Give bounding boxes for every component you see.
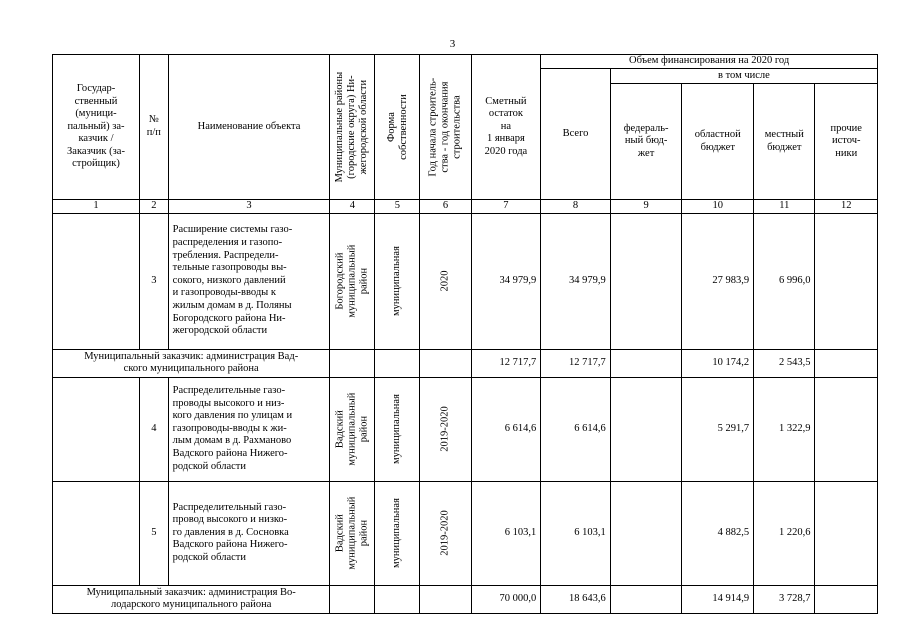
cell-other: [815, 585, 878, 613]
cell-num: 5: [140, 481, 169, 585]
cell-object-name: Распределительные газо- проводы высокого и низ- кого давления по улицам и газопроводы-вводы к жи- лым домам в д. Рахманово Вадского района Нижего- родской области: [168, 377, 330, 481]
summary-row: [53, 585, 878, 613]
cell-num: 4: [140, 377, 169, 481]
col-index: 12: [815, 200, 878, 214]
cell-total: 6 614,6: [541, 377, 611, 481]
cell-ownership: [375, 349, 420, 377]
cell-other: [815, 377, 878, 481]
page-number: 3: [449, 38, 456, 50]
table-row: [53, 213, 878, 349]
cell-local: 2 543,5: [754, 349, 815, 377]
header-customer: Государ- ственный (муници- пальный) за- казчик / Заказчик (за- стройщик): [53, 55, 140, 200]
cell-federal: [610, 349, 682, 377]
cell-other: [815, 481, 878, 585]
header-total: Всего: [541, 69, 611, 200]
cell-years: 2020: [420, 213, 471, 349]
header-years: Год начала строитель- ства - год окончания строительства: [420, 55, 471, 200]
cell-total: 34 979,9: [541, 213, 611, 349]
financing-table: [52, 54, 878, 614]
cell-years: [420, 349, 471, 377]
cell-estimate: 6 103,1: [471, 481, 541, 585]
header-ownership: Форма собственности: [375, 55, 420, 200]
table-row: [53, 377, 878, 481]
column-index-row: [53, 200, 878, 214]
header-federal: федераль- ный бюд- жет: [610, 84, 682, 200]
cell-district: Вадский муниципальный район: [330, 481, 375, 585]
cell-object-name: Распределительный газо- провод высокого и низко- го давления в д. Сосновка Вадского района Нижего- родской области: [168, 481, 330, 585]
cell-federal: [610, 585, 682, 613]
header-local: местный бюджет: [754, 84, 815, 200]
cell-other: [815, 349, 878, 377]
cell-estimate: 6 614,6: [471, 377, 541, 481]
cell-federal: [610, 481, 682, 585]
cell-total: 18 643,6: [541, 585, 611, 613]
cell-regional: 14 914,9: [682, 585, 754, 613]
cell-local: 1 322,9: [754, 377, 815, 481]
col-index: 9: [610, 200, 682, 214]
cell-customer: [53, 213, 140, 349]
table-row: [53, 481, 878, 585]
col-index: 2: [140, 200, 169, 214]
cell-regional: 27 983,9: [682, 213, 754, 349]
cell-federal: [610, 377, 682, 481]
cell-years: 2019-2020: [420, 377, 471, 481]
col-index: 3: [168, 200, 330, 214]
cell-estimate: 12 717,7: [471, 349, 541, 377]
cell-ownership: муниципальная: [375, 377, 420, 481]
cell-regional: 4 882,5: [682, 481, 754, 585]
col-index: 8: [541, 200, 611, 214]
cell-regional: 5 291,7: [682, 377, 754, 481]
col-index: 1: [53, 200, 140, 214]
cell-years: [420, 585, 471, 613]
col-index: 6: [420, 200, 471, 214]
cell-ownership: муниципальная: [375, 213, 420, 349]
cell-ownership: [375, 585, 420, 613]
col-index: 11: [754, 200, 815, 214]
cell-other: [815, 213, 878, 349]
col-index: 7: [471, 200, 541, 214]
cell-district: Богородский муниципальный район: [330, 213, 375, 349]
cell-object-name: Расширение системы газо- распределения и газопо- требления. Распредели- тельные газопроводы вы- сокого, низкого давлений и газопроводы-вводы к жилым домам в д. Поляны Богородского района Ни- жегородской области: [168, 213, 330, 349]
cell-district: Вадский муниципальный район: [330, 377, 375, 481]
header-other: прочие источ- ники: [815, 84, 878, 200]
col-index: 5: [375, 200, 420, 214]
summary-label: Муниципальный заказчик: администрация Во- лодарского муниципального района: [53, 585, 330, 613]
header-regional: областной бюджет: [682, 84, 754, 200]
cell-years: 2019-2020: [420, 481, 471, 585]
header-including: в том числе: [610, 69, 877, 84]
col-index: 4: [330, 200, 375, 214]
header-object-name: Наименование объекта: [168, 55, 330, 200]
cell-estimate: 70 000,0: [471, 585, 541, 613]
header-num: № п/п: [140, 55, 169, 200]
cell-total: 6 103,1: [541, 481, 611, 585]
cell-federal: [610, 213, 682, 349]
cell-customer: [53, 377, 140, 481]
header-district: Муниципальные районы (городские округа) Ни- жегородской области: [330, 55, 375, 200]
header-financing: Объем финансирования на 2020 год: [541, 55, 878, 69]
cell-ownership: муниципальная: [375, 481, 420, 585]
cell-num: 3: [140, 213, 169, 349]
cell-estimate: 34 979,9: [471, 213, 541, 349]
header-estimate: Сметный остаток на 1 января 2020 года: [471, 55, 541, 200]
cell-customer: [53, 481, 140, 585]
cell-district: [330, 585, 375, 613]
cell-total: 12 717,7: [541, 349, 611, 377]
cell-local: 3 728,7: [754, 585, 815, 613]
cell-regional: 10 174,2: [682, 349, 754, 377]
summary-row: [53, 349, 878, 377]
col-index: 10: [682, 200, 754, 214]
cell-district: [330, 349, 375, 377]
cell-local: 6 996,0: [754, 213, 815, 349]
cell-local: 1 220,6: [754, 481, 815, 585]
summary-label: Муниципальный заказчик: администрация Вад- ского муниципального района: [53, 349, 330, 377]
